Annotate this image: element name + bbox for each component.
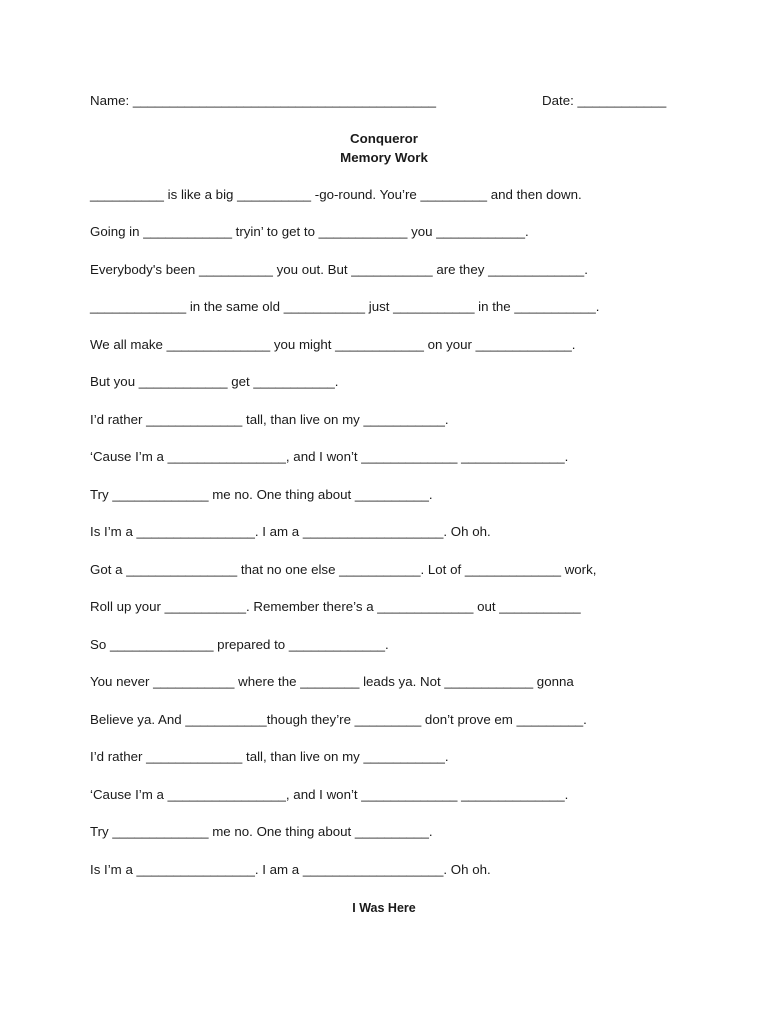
lyric-line: ‘Cause I’m a ________________, and I won’t _____________ ______________. xyxy=(90,787,569,802)
lyric-line: ‘Cause I’m a ________________, and I won’t _____________ ______________. xyxy=(90,449,569,464)
lyric-line: You never ___________ where the ________ leads ya. Not ____________ gonna xyxy=(90,674,574,689)
lyric-line: Try _____________ me no. One thing about __________. xyxy=(90,487,433,502)
lyric-line: We all make ______________ you might ____________ on your _____________. xyxy=(90,337,576,352)
worksheet-subtitle: Memory Work xyxy=(340,150,428,165)
lyric-line: I’d rather _____________ tall, than live on my ___________. xyxy=(90,412,449,427)
lyric-line: Believe ya. And ___________though they’re _________ don’t prove em _________. xyxy=(90,712,587,727)
lyric-line: Try _____________ me no. One thing about __________. xyxy=(90,824,433,839)
lyric-line: Roll up your ___________. Remember there’s a _____________ out ___________ xyxy=(90,599,581,614)
lyric-line: I’d rather _____________ tall, than live on my ___________. xyxy=(90,749,449,764)
name-field-line[interactable]: Name: _________________________________________ xyxy=(90,93,437,108)
lyric-line: Got a _______________ that no one else ___________. Lot of _____________ work, xyxy=(90,562,597,577)
lyric-line: Is I’m a ________________. I am a ___________________. Oh oh. xyxy=(90,862,491,877)
lyric-line: So ______________ prepared to _____________. xyxy=(90,637,389,652)
lyric-line: Going in ____________ tryin’ to get to ____________ you ____________. xyxy=(90,224,529,239)
song-title: Conqueror xyxy=(350,131,418,146)
next-song-title: I Was Here xyxy=(352,901,416,915)
lyric-line: Is I’m a ________________. I am a ___________________. Oh oh. xyxy=(90,524,491,539)
date-field-line[interactable]: Date: ____________ xyxy=(542,93,667,108)
lyric-line: __________ is like a big __________ -go-round. You’re _________ and then down. xyxy=(90,187,582,202)
lyric-line: But you ____________ get ___________. xyxy=(90,374,339,389)
lyric-line: _____________ in the same old ___________ just ___________ in the ___________. xyxy=(90,299,600,314)
lyric-line: Everybody's been __________ you out. But ___________ are they _____________. xyxy=(90,262,588,277)
